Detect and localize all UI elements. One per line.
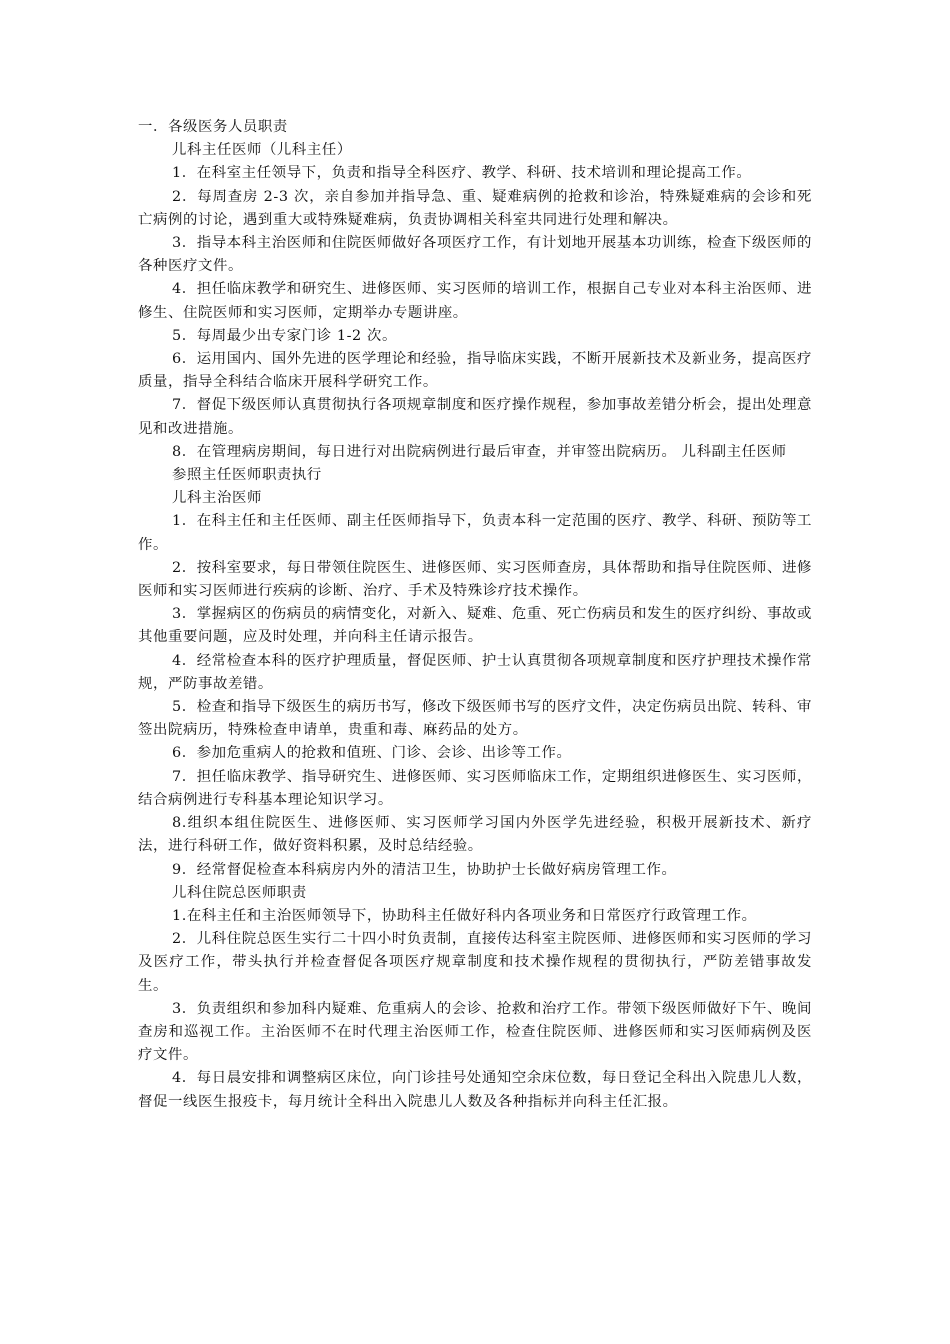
document-page (138, 116, 812, 1114)
duty-paragraph: 1．在科主任和主任医师、副主任医师指导下，负责本科一定范围的医疗、教学、科研、预防等工作。 (138, 513, 812, 553)
duty-paragraph: 4．担任临床教学和研究生、进修医师、实习医师的培训工作，根据自己专业对本科主治医师、进修生、住院医师和实习医师，定期举办专题讲座。 (138, 281, 812, 321)
duty-paragraph: 1．在科室主任领导下，负责和指导全科医疗、教学、科研、技术培训和理论提高工作。 (172, 165, 752, 182)
duty-paragraph: 3．指导本科主治医师和住院医师做好各项医疗工作，有计划地开展基本功训练，检查下级医师的各种医疗文件。 (138, 235, 812, 275)
duty-paragraph: 4．每日晨安排和调整病区床位，向门诊挂号处通知空余床位数，每日登记全科出入院患儿人数，督促一线医生报疫卡，每月统计全科出入院患儿人数及各种指标并向科主任汇报。 (138, 1070, 812, 1110)
duty-paragraph: 3．负责组织和参加科内疑难、危重病人的会诊、抢救和治疗工作。带领下级医师做好下午、晚间查房和巡视工作。主治医师不在时代理主治医师工作，检查住院医师、进修医师和实习医师病例及医疗文件。 (138, 1000, 812, 1064)
duty-paragraph: 7．担任临床教学、指导研究生、进修医师、实习医师临床工作，定期组织进修医生、实习医师，结合病例进行专科基本理论知识学习。 (138, 768, 812, 808)
subsection-heading: 儿科主治医师 (172, 490, 262, 507)
section-title: 一．各级医务人员职责 (138, 119, 288, 135)
duty-paragraph: 2．按科室要求，每日带领住院医生、进修医师、实习医师查房，具体帮助和指导住院医师、进修医师和实习医师进行疾病的诊断、治疗、手术及特殊诊疗技术操作。 (138, 559, 812, 600)
duty-paragraph: 2．儿科住院总医生实行二十四小时负责制，直接传达科室主院医师、进修医师和实习医师的学习及医疗工作，带头执行并检查督促各项医疗规章制度和技术操作规程的贯彻执行，严防差错事故发生。 (138, 931, 812, 994)
duty-paragraph: 1.在科主任和主治医师领导下，协助科主任做好科内各项业务和日常医疗行政管理工作。 (172, 907, 757, 924)
duty-paragraph: 9．经常督促检查本科病房内外的清洁卫生，协助护士长做好病房管理工作。 (172, 861, 677, 878)
duty-paragraph: 7．督促下级医师认真贯彻执行各项规章制度和医疗操作规程，参加事故差错分析会，提出处理意见和改进措施。 (138, 397, 812, 437)
subsection-heading: 儿科主任医师（儿科主任） (172, 142, 352, 159)
duty-paragraph: 6．运用国内、国外先进的医学理论和经验，指导临床实践，不断开展新技术及新业务，提高医疗质量，指导全科结合临床开展科学研究工作。 (138, 351, 812, 391)
subsection-heading: 儿科住院总医师职责 (172, 884, 307, 901)
duty-paragraph: 5．检查和指导下级医生的病历书写，修改下级医师书写的医疗文件，决定伤病员出院、转科、审签出院病历，特殊检查申请单，贵重和毒、麻药品的处方。 (138, 699, 812, 739)
duty-paragraph: 3．掌握病区的伤病员的病情变化，对新入、疑难、危重、死亡伤病员和发生的医疗纠纷、事故或其他重要问题，应及时处理，并向科主任请示报告。 (138, 606, 812, 646)
subsection-heading: 参照主任医师职责执行 (172, 467, 322, 484)
duty-paragraph: 8.组织本组住院医生、进修医师、实习医师学习国内外医学先进经验，积极开展新技术、新疗法，进行科研工作，做好资料积累，及时总结经验。 (138, 815, 812, 855)
duty-paragraph: 8．在管理病房期间，每日进行对出院病例进行最后审查，并审签出院病历。 儿科副主任医师 (172, 443, 787, 460)
duty-paragraph: 4．经常检查本科的医疗护理质量，督促医师、护士认真贯彻各项规章制度和医疗护理技术操作常规，严防事故差错。 (138, 652, 812, 692)
duty-paragraph: 5．每周最少出专家门诊 1-2 次。 (172, 327, 397, 344)
document-body (138, 139, 812, 1114)
duty-paragraph: 2．每周查房 2-3 次，亲自参加并指导急、重、疑难病例的抢救和诊治，特殊疑难病的会诊和死亡病例的讨论，遇到重大或特殊疑难病，负责协调相关科室共同进行处理和解决。 (138, 188, 812, 228)
duty-paragraph: 6．参加危重病人的抢救和值班、门诊、会诊、出诊等工作。 (172, 745, 572, 762)
